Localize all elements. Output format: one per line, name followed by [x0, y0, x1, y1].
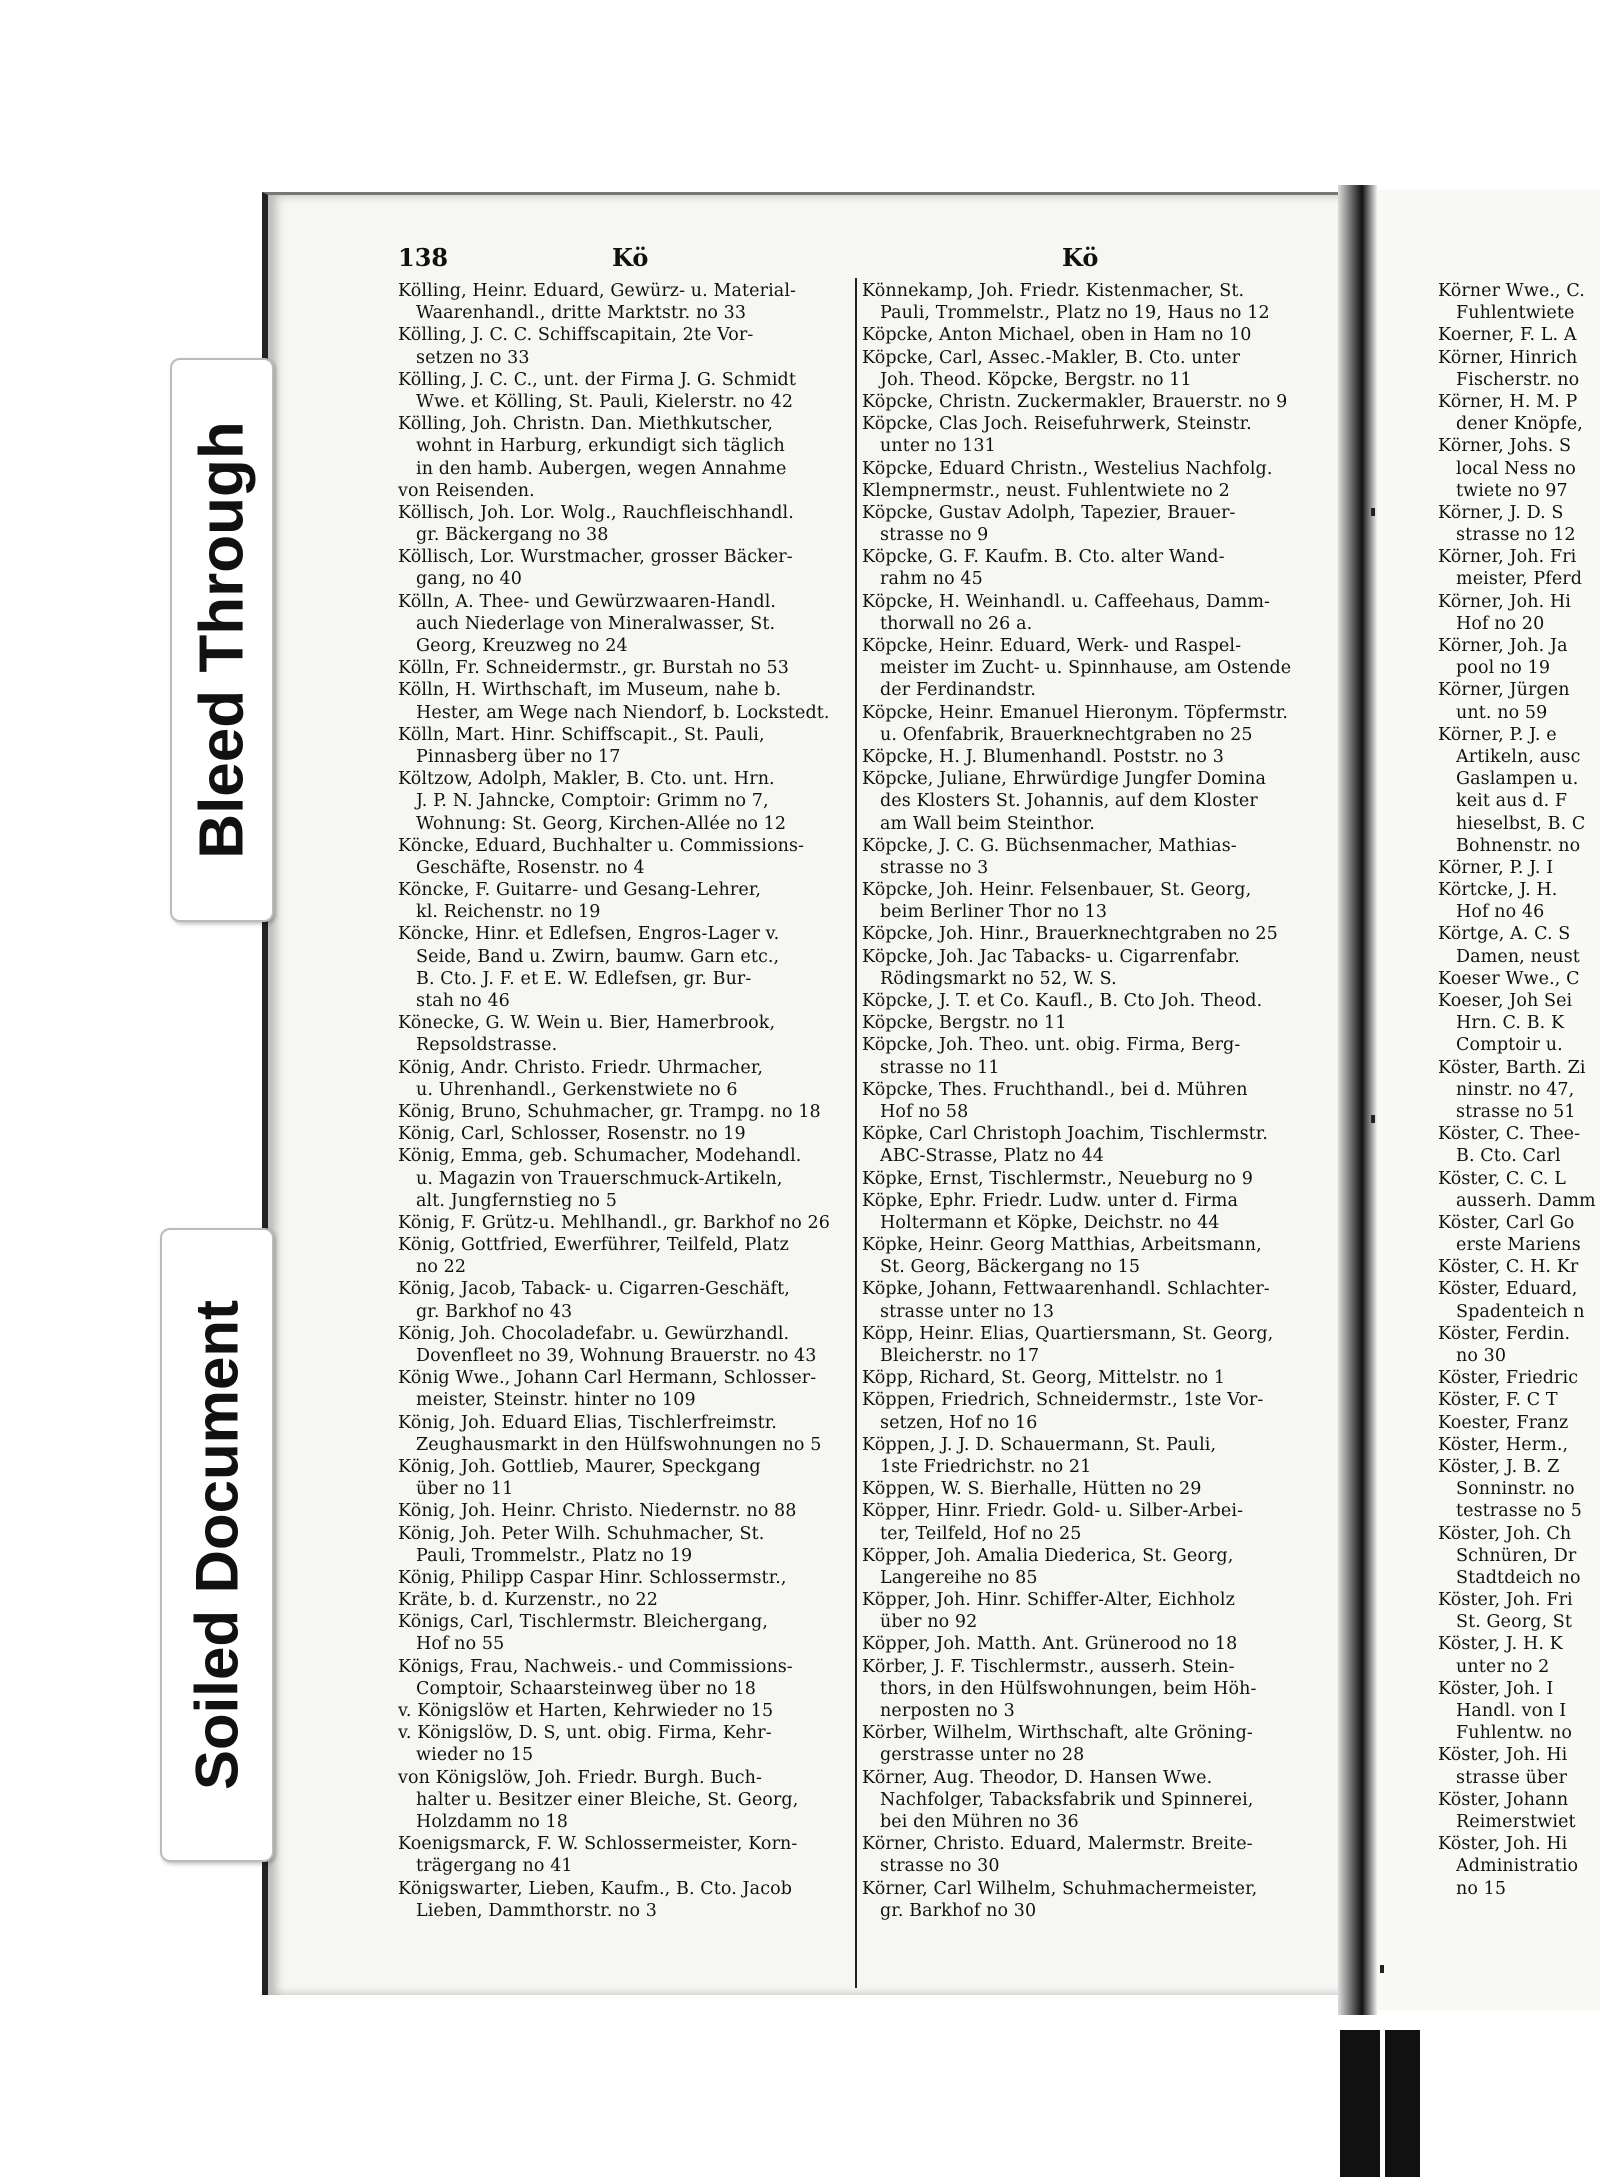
directory-line: Körner, Joh. Fri	[1438, 547, 1577, 568]
directory-line: Waarenhandl., dritte Marktstr. no 33	[416, 303, 747, 324]
margin-mark	[1380, 1965, 1384, 1973]
directory-line: gr. Bäckergang no 38	[416, 525, 609, 546]
directory-line: B. Cto. Carl	[1456, 1146, 1561, 1167]
directory-line: Köster, C. C. L	[1438, 1168, 1566, 1189]
directory-line: Rödingsmarkt no 52, W. S.	[880, 968, 1117, 989]
directory-line: Kölln, Mart. Hinr. Schiffscapit., St. Pauli,	[398, 724, 765, 745]
directory-line: König, Philipp Caspar Hinr. Schlossermstr.,	[398, 1567, 787, 1588]
directory-line: kl. Reichenstr. no 19	[416, 902, 601, 923]
directory-line: strasse no 30	[880, 1856, 1000, 1877]
directory-line: Körner, P. J. e	[1438, 724, 1557, 745]
directory-line: meister, Pferd	[1456, 569, 1583, 590]
directory-line: Köster, J. B. Z	[1438, 1456, 1560, 1477]
directory-line: Köpcke, Thes. Fruchthandl., bei d. Mühren	[862, 1079, 1248, 1100]
directory-line: von Königslöw, Joh. Friedr. Burgh. Buch-	[398, 1767, 762, 1788]
directory-line: Körner, J. D. S	[1438, 502, 1564, 523]
directory-line: Köpcke, Joh. Hinr., Brauerknechtgraben no 25	[862, 924, 1278, 945]
directory-line: Köppen, W. S. Bierhalle, Hütten no 29	[862, 1479, 1202, 1500]
directory-line: meister, Steinstr. hinter no 109	[416, 1390, 696, 1411]
directory-line: Körner, H. M. P	[1438, 391, 1578, 412]
directory-line: St. Georg, St	[1456, 1612, 1573, 1633]
column-divider	[855, 278, 857, 1988]
directory-line: Köster, C. Thee-	[1438, 1124, 1581, 1145]
directory-line: Bohnenstr. no	[1456, 835, 1581, 856]
margin-mark	[1371, 508, 1375, 516]
directory-line: Könecke, G. W. Wein u. Bier, Hamerbrook,	[398, 1013, 776, 1034]
directory-line: Kölling, Heinr. Eduard, Gewürz- u. Material-	[398, 281, 797, 301]
directory-line: Dovenfleet no 39, Wohnung Brauerstr. no 43	[416, 1346, 817, 1366]
directory-line: Köpcke, Joh. Heinr. Felsenbauer, St. Georg,	[862, 880, 1252, 901]
directory-line: wieder no 15	[416, 1745, 534, 1766]
directory-line: local Ness no	[1456, 458, 1576, 479]
directory-line: König, Joh. Peter Wilh. Schuhmacher, St.	[398, 1523, 765, 1544]
directory-line: König, Joh. Eduard Elias, Tischlerfreimstr.	[398, 1412, 777, 1433]
directory-line: am Wall beim Steinthor.	[880, 813, 1095, 834]
directory-line: über no 11	[416, 1479, 514, 1500]
directory-line: König, F. Grütz-u. Mehlhandl., gr. Barkhof no 26	[398, 1212, 830, 1233]
directory-line: Körner, Hinrich	[1438, 347, 1578, 368]
directory-line: der Ferdinandstr.	[880, 680, 1037, 701]
running-head-left: Kö	[612, 243, 649, 272]
directory-line: pool no 19	[1456, 658, 1551, 679]
directory-line: Köncke, Hinr. et Edlefsen, Engros-Lager v.	[398, 924, 780, 945]
directory-line: König, Jacob, Taback- u. Cigarren-Geschäft,	[398, 1279, 790, 1300]
directory-line: Reimerstwiet	[1456, 1811, 1576, 1832]
directory-line: Körner, Carl Wilhelm, Schuhmachermeister,	[862, 1878, 1258, 1899]
directory-line: Nachfolger, Tabacksfabrik und Spinnerei,	[880, 1789, 1254, 1810]
directory-line: Köpcke, Joh. Jac Tabacks- u. Cigarrenfabr.	[862, 946, 1240, 967]
directory-column-middle	[862, 280, 1330, 1922]
directory-line: Körner Wwe., C.	[1438, 281, 1585, 301]
directory-line: halter u. Besitzer einer Bleiche, St. Georg,	[416, 1789, 799, 1810]
book-gutter	[1338, 185, 1378, 2015]
directory-line: Klempnermstr., neust. Fuhlentwiete no 2	[862, 480, 1230, 501]
directory-line: thorwall no 26 a.	[880, 613, 1033, 634]
directory-line: Köpcke, Eduard Christn., Westelius Nachfolg.	[862, 458, 1273, 479]
directory-line: Köpcke, Carl, Assec.-Makler, B. Cto. unter	[862, 347, 1241, 368]
directory-line: Köpcke, J. C. G. Büchsenmacher, Mathias-	[862, 835, 1237, 856]
directory-line: Körner, Jürgen	[1438, 680, 1570, 701]
directory-line: König, Emma, geb. Schumacher, Modehandl.	[398, 1146, 802, 1167]
directory-line: Körtcke, J. H.	[1438, 880, 1558, 901]
directory-line: Pinnasberg über no 17	[416, 746, 621, 767]
directory-line: Joh. Theod. Köpcke, Bergstr. no 11	[880, 369, 1192, 390]
bleed-through-text: Bleed Through	[187, 421, 257, 859]
directory-line: Köpcke, Anton Michael, oben in Ham no 10	[862, 325, 1252, 346]
directory-column-right-partial	[1438, 280, 1600, 1900]
directory-line: u. Ofenfabrik, Brauerknechtgraben no 25	[880, 724, 1253, 745]
directory-line: König, Gottfried, Ewerführer, Teilfeld, Platz	[398, 1235, 790, 1256]
directory-line: gerstrasse unter no 28	[880, 1745, 1085, 1766]
directory-line: unter no 2	[1456, 1656, 1550, 1677]
directory-line: Köster, Ferdin.	[1438, 1323, 1571, 1344]
directory-line: bei den Mühren no 36	[880, 1811, 1079, 1832]
directory-line: Körner, Joh. Ja	[1438, 636, 1568, 656]
directory-line: alt. Jungfernstieg no 5	[416, 1190, 617, 1211]
directory-line: von Reisenden.	[398, 480, 535, 501]
directory-line: Hof no 46	[1456, 902, 1545, 923]
directory-line: Spadenteich n	[1456, 1301, 1585, 1322]
directory-line: Köpcke, H. Weinhandl. u. Caffeehaus, Damm-	[862, 591, 1271, 612]
directory-line: unt. no 59	[1456, 702, 1548, 723]
directory-line: setzen, Hof no 16	[880, 1412, 1038, 1433]
directory-line: Holtermann et Köpke, Deichstr. no 44	[880, 1212, 1220, 1233]
directory-line: des Klosters St. Johannis, auf dem Kloster	[880, 791, 1258, 812]
directory-line: keit aus d. F	[1456, 791, 1568, 812]
directory-line: Köpp, Richard, St. Georg, Mittelstr. no 1	[862, 1368, 1226, 1389]
running-head-right: Kö	[1062, 243, 1099, 272]
directory-line: Körber, J. F. Tischlermstr., ausserh. Stein-	[862, 1656, 1235, 1677]
directory-line: ABC-Strasse, Platz no 44	[880, 1146, 1105, 1167]
directory-line: Köster, J. H. K	[1438, 1634, 1563, 1655]
directory-line: gr. Barkhof no 43	[416, 1301, 573, 1322]
directory-line: Köpper, Joh. Matth. Ant. Grünerood no 18	[862, 1634, 1238, 1655]
directory-line: Comptoir u.	[1456, 1035, 1563, 1056]
directory-line: Pauli, Trommelstr., Platz no 19	[416, 1545, 693, 1566]
directory-line: Köpcke, Christn. Zuckermakler, Brauerstr. no 9	[862, 391, 1288, 412]
directory-line: Köpke, Johann, Fettwaarenhandl. Schlachter-	[862, 1279, 1270, 1300]
directory-line: Holzdamm no 18	[416, 1811, 569, 1832]
directory-line: Hester, am Wege nach Niendorf, b. Lockstedt.	[416, 702, 830, 723]
directory-line: Költzow, Adolph, Makler, B. Cto. unt. Hrn.	[398, 769, 775, 790]
directory-line: Georg, Kreuzweg no 24	[416, 636, 628, 656]
directory-line: Köpke, Ephr. Friedr. Ludw. unter d. Firma	[862, 1190, 1239, 1211]
directory-line: in den hamb. Aubergen, wegen Annahme	[416, 458, 787, 479]
directory-line: Köppen, J. J. D. Schauermann, St. Pauli,	[862, 1434, 1217, 1455]
directory-line: Langereihe no 85	[880, 1567, 1038, 1588]
directory-line: Köster, Joh. Hi	[1438, 1745, 1568, 1766]
directory-line: beim Berliner Thor no 13	[880, 902, 1108, 923]
directory-line: meister im Zucht- u. Spinnhause, am Ostende	[880, 658, 1292, 679]
directory-line: Köster, Joh. Ch	[1438, 1523, 1572, 1544]
directory-line: Körner, Aug. Theodor, D. Hansen Wwe.	[862, 1767, 1213, 1788]
directory-line: B. Cto. J. F. et E. W. Edlefsen, gr. Bur-	[416, 968, 752, 989]
directory-line: Artikeln, ausc	[1456, 746, 1581, 767]
directory-line: Administratio	[1456, 1856, 1579, 1877]
directory-line: Könnekamp, Joh. Friedr. Kistenmacher, St.	[862, 281, 1245, 301]
directory-line: Köster, Carl Go	[1438, 1212, 1575, 1233]
directory-line: Kräte, b. d. Kurzenstr., no 22	[398, 1590, 658, 1611]
directory-line: König Wwe., Johann Carl Hermann, Schlosser-	[398, 1368, 817, 1389]
directory-line: Hof no 55	[416, 1634, 505, 1655]
directory-line: Fuhlentw. no	[1456, 1723, 1572, 1744]
directory-line: Lieben, Dammthorstr. no 3	[416, 1900, 657, 1921]
directory-line: Köppen, Friedrich, Schneidermstr., 1ste Vor-	[862, 1390, 1264, 1411]
directory-line: ninstr. no 47,	[1456, 1079, 1575, 1100]
directory-line: Kölln, A. Thee- und Gewürzwaaren-Handl.	[398, 591, 777, 612]
directory-line: Repsoldstrasse.	[416, 1035, 558, 1056]
directory-line: testrasse no 5	[1456, 1501, 1582, 1522]
directory-line: Hof no 58	[880, 1101, 969, 1122]
directory-line: Köster, F. C T	[1438, 1390, 1558, 1411]
directory-line: St. Georg, Bäckergang no 15	[880, 1257, 1141, 1278]
directory-line: wohnt in Harburg, erkundigt sich täglich	[416, 436, 785, 457]
directory-line: Hof no 20	[1456, 613, 1545, 634]
directory-line: J. P. N. Jahncke, Comptoir: Grimm no 7,	[416, 791, 769, 812]
directory-line: Fischerstr. no	[1456, 369, 1580, 390]
directory-line: Königs, Carl, Tischlermstr. Bleichergang,	[398, 1612, 769, 1633]
directory-line: Körner, Joh. Hi	[1438, 591, 1572, 612]
soiled-document-text: Soiled Document	[183, 1299, 251, 1791]
directory-line: Köster, Joh. I	[1438, 1678, 1554, 1699]
directory-line: Köster, Friedric	[1438, 1368, 1579, 1389]
directory-line: Körber, Wilhelm, Wirthschaft, alte Gröning-	[862, 1723, 1253, 1744]
directory-line: Köpcke, Clas Joch. Reisefuhrwerk, Steinstr.	[862, 414, 1252, 435]
directory-line: Königswarter, Lieben, Kaufm., B. Cto. Jacob	[398, 1878, 793, 1899]
directory-line: König, Joh. Chocoladefabr. u. Gewürzhandl.	[398, 1323, 790, 1344]
directory-line: Köpcke, Bergstr. no 11	[862, 1013, 1067, 1034]
directory-line: Köpper, Joh. Hinr. Schiffer-Alter, Eichholz	[862, 1590, 1235, 1611]
directory-line: Köster, Barth. Zi	[1438, 1057, 1586, 1078]
directory-line: Köpcke, Joh. Theo. unt. obig. Firma, Berg-	[862, 1035, 1241, 1056]
directory-line: Koeser Wwe., C	[1438, 968, 1580, 989]
directory-line: Köpcke, Gustav Adolph, Tapezier, Brauer-	[862, 502, 1236, 523]
directory-line: u. Magazin von Trauerschmuck-Artikeln,	[416, 1168, 783, 1189]
directory-line: Köster, Herm.,	[1438, 1434, 1569, 1455]
directory-line: Koenigsmarck, F. W. Schlossermeister, Korn-	[398, 1834, 798, 1855]
directory-line: Koerner, F. L. A	[1438, 325, 1577, 346]
directory-line: Köster, Joh. Fri	[1438, 1590, 1573, 1611]
directory-line: ter, Teilfeld, Hof no 25	[880, 1523, 1082, 1544]
directory-line: König, Bruno, Schuhmacher, gr. Trampg. no 18	[398, 1101, 821, 1122]
directory-line: Sonninstr. no	[1456, 1479, 1575, 1500]
directory-line: Koester, Franz	[1438, 1412, 1569, 1433]
directory-line: rahm no 45	[880, 569, 983, 590]
directory-line: Köncke, Eduard, Buchhalter u. Commissions-	[398, 835, 805, 856]
directory-line: Körtge, A. C. S	[1438, 924, 1571, 945]
directory-line: Kölln, H. Wirthschaft, im Museum, nahe b.	[398, 680, 782, 701]
directory-line: u. Uhrenhandl., Gerkenstwiete no 6	[416, 1079, 738, 1100]
directory-line: twiete no 97	[1456, 480, 1568, 501]
directory-line: Kölling, Joh. Christn. Dan. Miethkutscher,	[398, 414, 774, 435]
directory-line: Stadtdeich no	[1456, 1567, 1581, 1588]
directory-line: Comptoir, Schaarsteinweg über no 18	[416, 1678, 756, 1699]
directory-line: 1ste Friedrichstr. no 21	[880, 1456, 1092, 1477]
directory-line: Schnüren, Dr	[1456, 1545, 1577, 1566]
directory-line: Wwe. et Kölling, St. Pauli, Kielerstr. no 42	[416, 391, 794, 412]
directory-line: Köpcke, G. F. Kaufm. B. Cto. alter Wand-	[862, 547, 1225, 568]
directory-line: Köllisch, Joh. Lor. Wolg., Rauchfleischhandl.	[398, 502, 794, 523]
directory-line: unter no 131	[880, 436, 996, 457]
directory-line: Körner, Christo. Eduard, Malermstr. Breite-	[862, 1834, 1253, 1855]
directory-line: König, Joh. Gottlieb, Maurer, Speckgang	[398, 1456, 761, 1477]
directory-line: Köster, Johann	[1438, 1789, 1569, 1810]
directory-line: Köpper, Hinr. Friedr. Gold- u. Silber-Arbei-	[862, 1501, 1244, 1522]
directory-line: Handl. von I	[1456, 1701, 1567, 1721]
directory-line: strasse no 9	[880, 525, 989, 546]
bleed-through-label	[170, 358, 274, 922]
directory-line: Fuhlentwiete	[1456, 303, 1575, 324]
directory-line: Seide, Band u. Zwirn, baumw. Garn etc.,	[416, 946, 780, 967]
directory-line: Geschäfte, Rosenstr. no 4	[416, 857, 645, 878]
directory-line: Köster, Joh. Hi	[1438, 1834, 1568, 1855]
directory-line: König, Carl, Schlosser, Rosenstr. no 19	[398, 1124, 746, 1145]
soiled-document-label	[160, 1228, 274, 1862]
directory-line: Bleicherstr. no 17	[880, 1346, 1040, 1366]
directory-line: Köllisch, Lor. Wurstmacher, grosser Bäcker-	[398, 547, 793, 568]
directory-line: Köpper, Joh. Amalia Diederica, St. Georg,	[862, 1545, 1234, 1566]
directory-line: Kölling, J. C. C., unt. der Firma J. G. Schmidt	[398, 369, 796, 390]
directory-line: dener Knöpfe,	[1456, 414, 1583, 435]
directory-line: Köpcke, Juliane, Ehrwürdige Jungfer Domina	[862, 769, 1267, 790]
directory-line: no 30	[1456, 1346, 1507, 1366]
directory-line: no 15	[1456, 1878, 1507, 1899]
page-number: 138	[398, 243, 449, 272]
directory-line: Köncke, F. Guitarre- und Gesang-Lehrer,	[398, 880, 762, 901]
directory-line: strasse no 51	[1456, 1101, 1576, 1122]
directory-line: König, Andr. Christo. Friedr. Uhrmacher,	[398, 1057, 764, 1078]
directory-line: hieselbst, B. C	[1456, 813, 1586, 834]
directory-line: stah no 46	[416, 991, 510, 1011]
directory-line: Köpke, Carl Christoph Joachim, Tischlermstr.	[862, 1124, 1269, 1145]
directory-line: Körner, P. J. I	[1438, 857, 1554, 878]
directory-line: Köpp, Heinr. Elias, Quartiersmann, St. Georg,	[862, 1323, 1274, 1344]
directory-line: über no 92	[880, 1612, 978, 1633]
directory-line: v. Königslöw et Harten, Kehrwieder no 15	[398, 1701, 774, 1721]
directory-line: gang, no 40	[416, 569, 522, 590]
gutter-shadow-bottom	[1340, 2030, 1380, 2177]
directory-column-left	[398, 280, 853, 1922]
directory-line: gr. Barkhof no 30	[880, 1900, 1037, 1921]
directory-line: Köpcke, H. J. Blumenhandl. Poststr. no 3	[862, 746, 1224, 767]
directory-line: König, Joh. Heinr. Christo. Niedernstr. no 88	[398, 1501, 797, 1522]
directory-line: strasse no 3	[880, 857, 989, 878]
directory-line: Köpcke, J. T. et Co. Kaufl., B. Cto Joh. Theod.	[862, 991, 1263, 1011]
directory-line: Gaslampen u.	[1456, 769, 1579, 790]
directory-line: Köpke, Heinr. Georg Matthias, Arbeitsmann,	[862, 1235, 1262, 1256]
directory-line: Pauli, Trommelstr., Platz no 19, Haus no 12	[880, 303, 1270, 324]
directory-line: Damen, neust	[1456, 946, 1580, 967]
directory-line: nerposten no 3	[880, 1701, 1015, 1721]
directory-line: Königs, Frau, Nachweis.- und Commissions-	[398, 1656, 793, 1677]
directory-line: Körner, Johs. S	[1438, 436, 1572, 457]
directory-line: Wohnung: St. Georg, Kirchen-Allée no 12	[416, 813, 787, 834]
gutter-shadow-bottom-2	[1385, 2030, 1420, 2177]
directory-line: Köster, C. H. Kr	[1438, 1257, 1579, 1278]
directory-line: Köpcke, Heinr. Emanuel Hieronym. Töpfermstr.	[862, 702, 1289, 723]
directory-line: Köster, Eduard,	[1438, 1279, 1578, 1300]
directory-line: setzen no 33	[416, 347, 530, 368]
margin-mark	[1371, 1115, 1375, 1123]
directory-line: trägergang no 41	[416, 1856, 573, 1877]
directory-line: Kölling, J. C. C. Schiffscapitain, 2te Vor-	[398, 325, 754, 346]
directory-line: strasse no 11	[880, 1057, 1000, 1078]
directory-line: Zeughausmarkt in den Hülfswohnungen no 5	[416, 1434, 822, 1455]
directory-line: Köpcke, Heinr. Eduard, Werk- und Raspel-	[862, 636, 1242, 656]
directory-line: ausserh. Damm	[1456, 1190, 1596, 1211]
directory-line: thors, in den Hülfswohnungen, beim Höh-	[880, 1678, 1257, 1699]
directory-line: Koeser, Joh Sei	[1438, 991, 1573, 1011]
directory-line: Kölln, Fr. Schneidermstr., gr. Burstah no 53	[398, 658, 789, 679]
directory-line: no 22	[416, 1257, 467, 1278]
directory-line: Hrn. C. B. K	[1456, 1013, 1565, 1034]
directory-line: strasse unter no 13	[880, 1301, 1055, 1322]
directory-line: erste Mariens	[1456, 1235, 1581, 1256]
directory-line: Köpke, Ernst, Tischlermstr., Neueburg no 9	[862, 1168, 1253, 1189]
directory-line: strasse no 12	[1456, 525, 1576, 546]
directory-line: v. Königslöw, D. S, unt. obig. Firma, Kehr-	[398, 1723, 772, 1744]
directory-line: strasse über	[1456, 1767, 1568, 1788]
directory-line: auch Niederlage von Mineralwasser, St.	[416, 613, 776, 634]
